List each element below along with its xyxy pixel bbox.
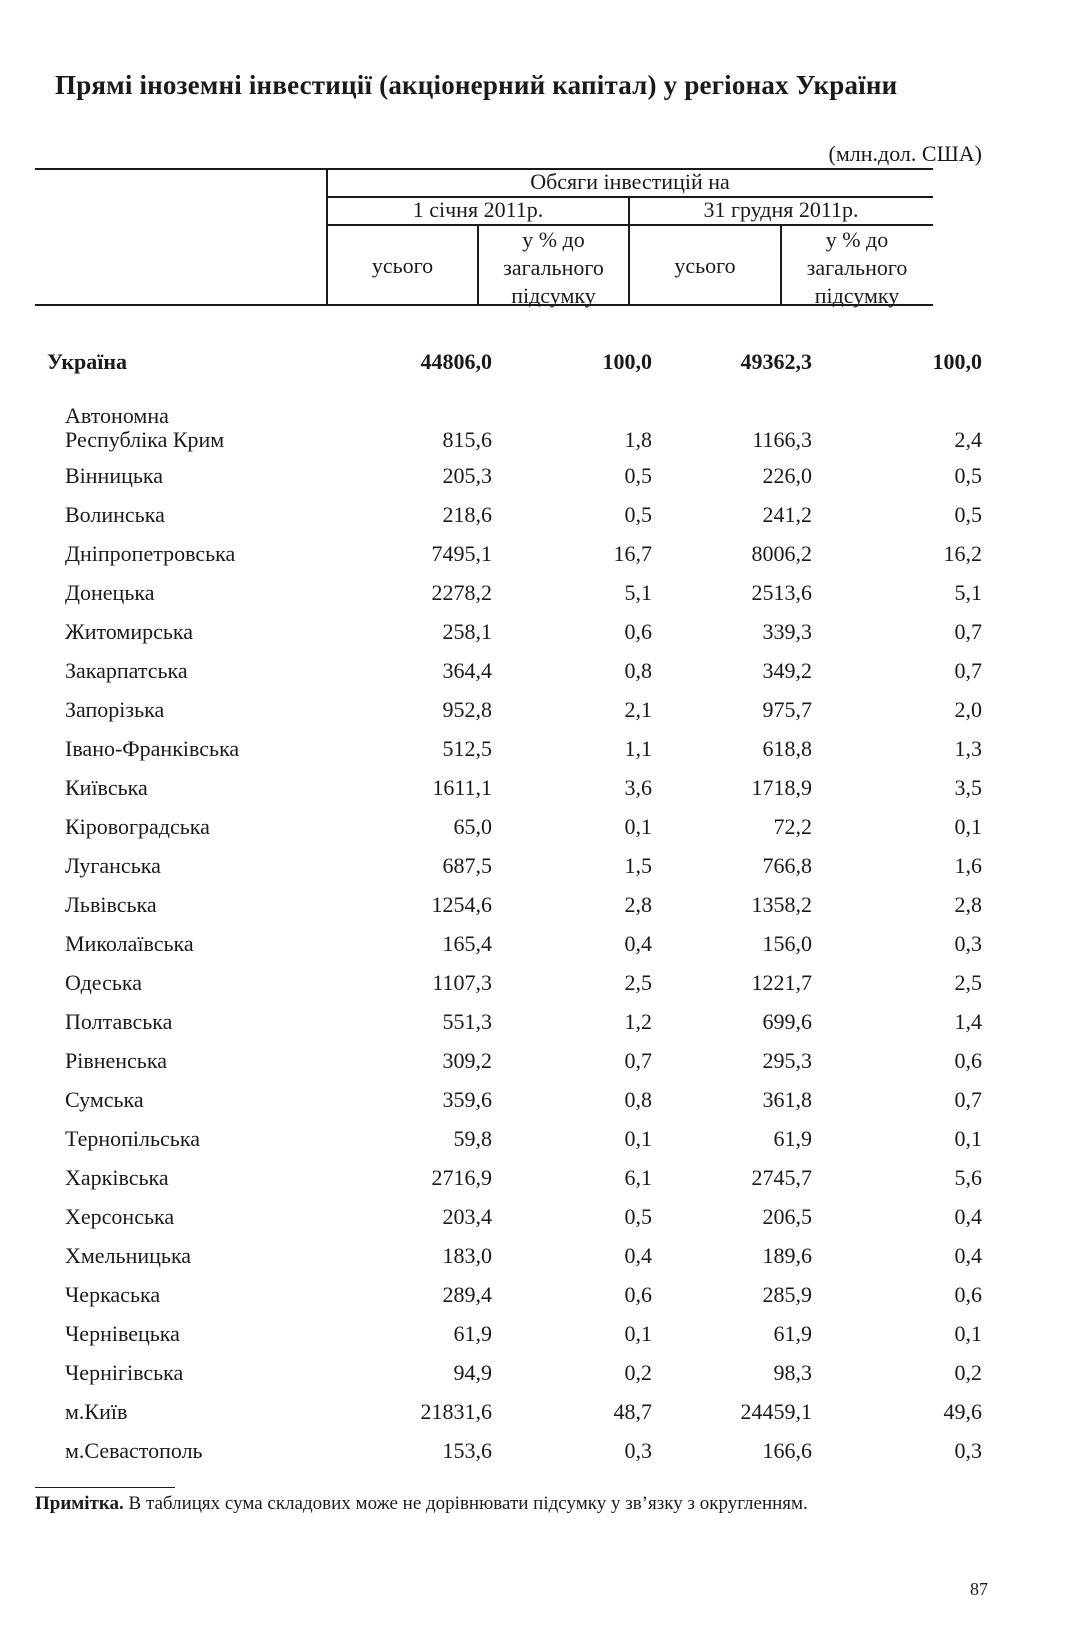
cell-total-dec: 8006,2 bbox=[751, 541, 812, 566]
row-name: Чернігівська bbox=[65, 1360, 184, 1385]
cell-total-jan: 44806,0 bbox=[420, 349, 492, 374]
cell-total-jan: 289,4 bbox=[442, 1282, 492, 1307]
cell-total-jan: 2716,9 bbox=[431, 1165, 492, 1190]
table-row bbox=[0, 535, 1077, 574]
cell-share-dec: 1,3 bbox=[954, 736, 982, 761]
row-name: Волинська bbox=[65, 502, 165, 527]
cell-total-jan: 203,4 bbox=[442, 1204, 492, 1229]
row-name: м.Київ bbox=[65, 1399, 128, 1424]
cell-total-dec: 24459,1 bbox=[740, 1399, 812, 1424]
row-name: Вінницька bbox=[65, 463, 164, 488]
row-name: Полтавська bbox=[65, 1009, 173, 1034]
cell-share-jan: 6,1 bbox=[624, 1165, 652, 1190]
cell-share-dec: 0,7 bbox=[954, 619, 982, 644]
cell-share-jan: 0,5 bbox=[624, 1204, 652, 1229]
cell-share-dec: 1,4 bbox=[954, 1009, 982, 1034]
table-row bbox=[0, 1120, 1077, 1159]
table-row bbox=[0, 1276, 1077, 1315]
cell-share-dec: 2,8 bbox=[954, 892, 982, 917]
cell-total-jan: 359,6 bbox=[442, 1087, 492, 1112]
cell-share-jan: 0,7 bbox=[624, 1048, 652, 1073]
cell-total-dec: 61,9 bbox=[773, 1321, 812, 1346]
cell-total-dec: 975,7 bbox=[762, 697, 812, 722]
table-row bbox=[0, 652, 1077, 691]
cell-total-dec: 339,3 bbox=[762, 619, 812, 644]
footnote bbox=[35, 1493, 1035, 1515]
row-name: Одеська bbox=[65, 970, 143, 995]
row-name: Кіровоградська bbox=[65, 814, 210, 839]
cell-total-jan: 1107,3 bbox=[432, 970, 492, 995]
page-number: 87 bbox=[970, 1579, 988, 1599]
table-row bbox=[0, 925, 1077, 964]
cell-share-jan: 0,2 bbox=[624, 1360, 652, 1385]
table-row bbox=[0, 886, 1077, 925]
cell-total-jan: 165,4 bbox=[442, 931, 492, 956]
cell-total-dec: 241,2 bbox=[762, 502, 812, 527]
row-name: Київська bbox=[65, 775, 148, 800]
cell-share-dec: 2,4 bbox=[954, 427, 982, 452]
table-row bbox=[0, 769, 1077, 808]
cell-total-jan: 2278,2 bbox=[431, 580, 492, 605]
cell-total-dec: 206,5 bbox=[762, 1204, 812, 1229]
row-name: Львівська bbox=[65, 892, 157, 917]
row-name: Автономна Республіка Крим bbox=[65, 403, 225, 452]
cell-share-dec: 0,1 bbox=[954, 1126, 982, 1151]
table-row bbox=[0, 343, 1077, 385]
header-total-2: усього bbox=[674, 253, 736, 278]
table-row bbox=[0, 496, 1077, 535]
cell-share-jan: 1,5 bbox=[624, 853, 652, 878]
cell-share-jan: 1,2 bbox=[624, 1009, 652, 1034]
cell-share-dec: 0,3 bbox=[954, 1438, 982, 1463]
cell-total-jan: 551,3 bbox=[442, 1009, 492, 1034]
cell-total-dec: 98,3 bbox=[773, 1360, 812, 1385]
row-name: Херсонська bbox=[65, 1204, 175, 1229]
table-row bbox=[0, 1237, 1077, 1276]
cell-total-jan: 94,9 bbox=[453, 1360, 492, 1385]
cell-share-dec: 0,4 bbox=[954, 1243, 982, 1268]
table-row bbox=[0, 1393, 1077, 1432]
cell-total-jan: 65,0 bbox=[453, 814, 492, 839]
cell-total-jan: 59,8 bbox=[453, 1126, 492, 1151]
cell-share-jan: 0,4 bbox=[624, 931, 652, 956]
cell-total-dec: 361,8 bbox=[762, 1087, 812, 1112]
note-text: В таблицях сума складових може не дорівнювати підсумку у зв’язку з округленням. bbox=[128, 1493, 808, 1514]
cell-share-jan: 0,6 bbox=[624, 1282, 652, 1307]
cell-share-dec: 0,2 bbox=[954, 1360, 982, 1385]
cell-share-jan: 0,4 bbox=[624, 1243, 652, 1268]
header-share-1: у % до загального підсумку bbox=[503, 227, 604, 308]
row-name: Черкаська bbox=[65, 1282, 161, 1307]
cell-share-dec: 100,0 bbox=[932, 349, 982, 374]
cell-share-dec: 0,6 bbox=[954, 1048, 982, 1073]
cell-total-jan: 1254,6 bbox=[431, 892, 492, 917]
cell-total-dec: 49362,3 bbox=[740, 349, 812, 374]
page-title: Прямі іноземні інвестиції (акціонерний капітал) у регіонах України bbox=[55, 70, 898, 100]
cell-total-dec: 1358,2 bbox=[751, 892, 812, 917]
cell-share-jan: 0,8 bbox=[624, 658, 652, 683]
cell-share-jan: 0,6 bbox=[624, 619, 652, 644]
cell-total-dec: 226,0 bbox=[762, 463, 812, 488]
row-name: Луганська bbox=[65, 853, 161, 878]
cell-total-jan: 512,5 bbox=[442, 736, 492, 761]
cell-share-dec: 0,1 bbox=[954, 814, 982, 839]
cell-total-jan: 7495,1 bbox=[431, 541, 492, 566]
row-name: Івано-Франківська bbox=[65, 736, 240, 761]
cell-total-jan: 309,2 bbox=[442, 1048, 492, 1073]
units-label: (млн.дол. США) bbox=[828, 141, 982, 166]
row-name: Запорізька bbox=[65, 697, 165, 722]
note-divider bbox=[35, 1487, 175, 1488]
cell-total-jan: 1611,1 bbox=[432, 775, 492, 800]
cell-share-jan: 5,1 bbox=[624, 580, 652, 605]
cell-share-jan: 48,7 bbox=[613, 1399, 652, 1424]
row-name: Донецька bbox=[65, 580, 155, 605]
header-group: Обсяги інвестицій на bbox=[530, 169, 730, 194]
cell-share-jan: 16,7 bbox=[613, 541, 652, 566]
cell-share-dec: 3,5 bbox=[954, 775, 982, 800]
cell-share-dec: 2,0 bbox=[954, 697, 982, 722]
cell-total-jan: 952,8 bbox=[442, 697, 492, 722]
cell-share-jan: 0,5 bbox=[624, 463, 652, 488]
cell-total-dec: 166,6 bbox=[762, 1438, 812, 1463]
cell-share-jan: 2,5 bbox=[624, 970, 652, 995]
cell-share-jan: 0,3 bbox=[624, 1438, 652, 1463]
table-header bbox=[35, 168, 983, 322]
table-row bbox=[0, 1198, 1077, 1237]
table-row bbox=[0, 1081, 1077, 1120]
cell-share-dec: 0,5 bbox=[954, 463, 982, 488]
table-row bbox=[0, 1354, 1077, 1393]
cell-total-jan: 218,6 bbox=[442, 502, 492, 527]
cell-share-dec: 16,2 bbox=[943, 541, 982, 566]
row-name: Житомирська bbox=[65, 619, 194, 644]
table-row bbox=[0, 691, 1077, 730]
row-name: Харківська bbox=[65, 1165, 169, 1190]
cell-total-dec: 285,9 bbox=[762, 1282, 812, 1307]
cell-total-dec: 349,2 bbox=[762, 658, 812, 683]
cell-share-jan: 100,0 bbox=[602, 349, 652, 374]
cell-share-jan: 3,6 bbox=[624, 775, 652, 800]
cell-total-dec: 1166,3 bbox=[752, 427, 812, 452]
cell-share-jan: 1,1 bbox=[624, 736, 652, 761]
cell-share-dec: 2,5 bbox=[954, 970, 982, 995]
table-row bbox=[0, 964, 1077, 1003]
cell-total-jan: 183,0 bbox=[442, 1243, 492, 1268]
cell-total-dec: 2513,6 bbox=[751, 580, 812, 605]
cell-share-dec: 5,1 bbox=[954, 580, 982, 605]
cell-total-dec: 766,8 bbox=[762, 853, 812, 878]
row-name: Миколаївська bbox=[65, 931, 194, 956]
cell-total-dec: 1718,9 bbox=[751, 775, 812, 800]
cell-share-dec: 5,6 bbox=[954, 1165, 982, 1190]
cell-total-dec: 1221,7 bbox=[751, 970, 812, 995]
cell-total-dec: 189,6 bbox=[762, 1243, 812, 1268]
cell-share-jan: 0,1 bbox=[624, 1321, 652, 1346]
table-row bbox=[0, 1159, 1077, 1198]
cell-total-dec: 61,9 bbox=[773, 1126, 812, 1151]
table-row bbox=[0, 1042, 1077, 1081]
cell-share-dec: 49,6 bbox=[943, 1399, 982, 1424]
cell-share-dec: 0,4 bbox=[954, 1204, 982, 1229]
cell-share-jan: 0,5 bbox=[624, 502, 652, 527]
row-name: Тернопільська bbox=[65, 1126, 200, 1151]
cell-share-dec: 0,3 bbox=[954, 931, 982, 956]
cell-total-dec: 699,6 bbox=[762, 1009, 812, 1034]
cell-share-jan: 0,8 bbox=[624, 1087, 652, 1112]
cell-share-dec: 0,1 bbox=[954, 1321, 982, 1346]
cell-share-dec: 0,7 bbox=[954, 658, 982, 683]
header-period-1: 1 січня 2011р. bbox=[412, 197, 544, 222]
header-share-2: у % до загального підсумку bbox=[806, 227, 908, 308]
table-row bbox=[0, 613, 1077, 652]
cell-share-jan: 2,8 bbox=[624, 892, 652, 917]
table-row bbox=[0, 730, 1077, 769]
cell-share-jan: 1,8 bbox=[624, 427, 652, 452]
row-name: м.Севастополь bbox=[65, 1438, 203, 1463]
table-row bbox=[0, 385, 1077, 457]
cell-total-jan: 21831,6 bbox=[420, 1399, 492, 1424]
table-row bbox=[0, 808, 1077, 847]
cell-share-dec: 0,7 bbox=[954, 1087, 982, 1112]
table-body bbox=[0, 343, 1077, 1471]
cell-total-jan: 205,3 bbox=[442, 463, 492, 488]
cell-share-jan: 2,1 bbox=[624, 697, 652, 722]
cell-total-jan: 364,4 bbox=[442, 658, 492, 683]
cell-total-dec: 618,8 bbox=[762, 736, 812, 761]
table-row bbox=[0, 457, 1077, 496]
note-label: Примітка. bbox=[35, 1493, 124, 1514]
row-name: Хмельницька bbox=[65, 1243, 192, 1268]
cell-total-dec: 156,0 bbox=[762, 931, 812, 956]
cell-share-dec: 1,6 bbox=[954, 853, 982, 878]
cell-total-jan: 61,9 bbox=[453, 1321, 492, 1346]
row-name: Сумська bbox=[65, 1087, 144, 1112]
row-name: Закарпатська bbox=[65, 658, 188, 683]
table-row bbox=[0, 1432, 1077, 1471]
row-name: Рівненська bbox=[65, 1048, 167, 1073]
cell-share-dec: 0,6 bbox=[954, 1282, 982, 1307]
cell-total-dec: 2745,7 bbox=[751, 1165, 812, 1190]
table-row bbox=[0, 847, 1077, 886]
cell-total-dec: 72,2 bbox=[773, 814, 812, 839]
table-row bbox=[0, 1003, 1077, 1042]
cell-total-jan: 258,1 bbox=[442, 619, 492, 644]
cell-total-jan: 153,6 bbox=[442, 1438, 492, 1463]
cell-share-dec: 0,5 bbox=[954, 502, 982, 527]
row-name: Дніпропетровська bbox=[65, 541, 236, 566]
cell-total-jan: 687,5 bbox=[442, 853, 492, 878]
header-period-2: 31 грудня 2011р. bbox=[703, 197, 859, 222]
row-name: Чернівецька bbox=[65, 1321, 180, 1346]
row-name: Україна bbox=[47, 349, 128, 374]
header-total-1: усього bbox=[371, 253, 434, 278]
table-row bbox=[0, 1315, 1077, 1354]
cell-share-jan: 0,1 bbox=[624, 814, 652, 839]
cell-total-dec: 295,3 bbox=[762, 1048, 812, 1073]
cell-share-jan: 0,1 bbox=[624, 1126, 652, 1151]
table-row bbox=[0, 574, 1077, 613]
cell-total-jan: 815,6 bbox=[442, 427, 492, 452]
